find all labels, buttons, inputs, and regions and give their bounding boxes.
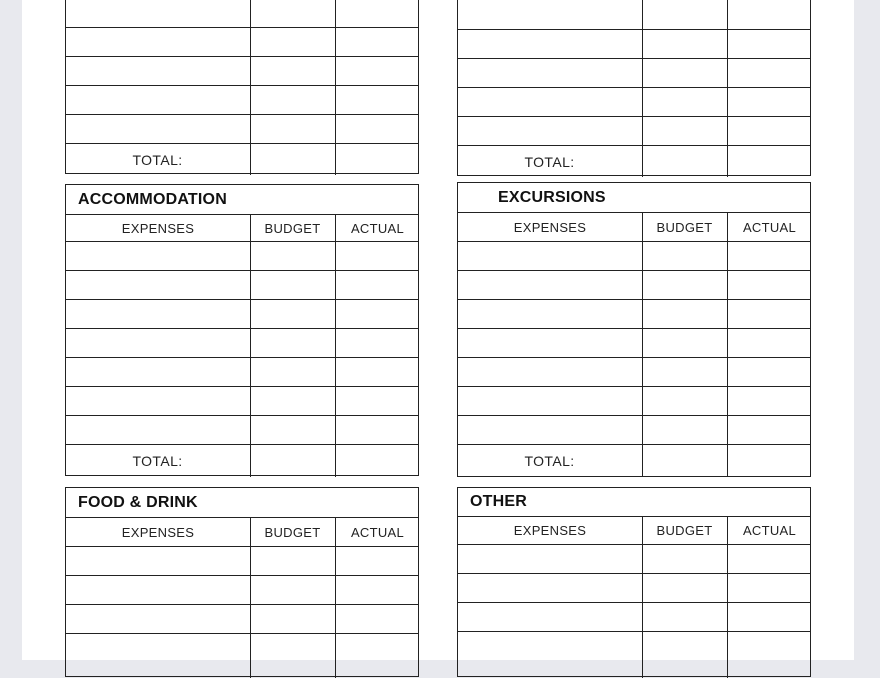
actual-cell[interactable] — [727, 117, 812, 145]
total-budget-cell[interactable] — [642, 445, 727, 477]
expense-cell[interactable] — [458, 117, 642, 145]
expense-row — [66, 547, 418, 576]
expense-row — [66, 387, 418, 416]
table-top-right — [457, 0, 811, 176]
header-budget: BUDGET — [264, 524, 321, 540]
budget-cell[interactable] — [250, 416, 335, 444]
budget-cell[interactable] — [250, 0, 335, 27]
header-budget: BUDGET — [656, 219, 713, 235]
total-row — [458, 445, 810, 477]
total-label: TOTAL: — [132, 453, 183, 469]
expense-row — [458, 271, 810, 300]
total-budget-cell[interactable] — [250, 144, 335, 175]
expense-row — [458, 574, 810, 603]
actual-cell[interactable] — [727, 632, 812, 678]
expense-cell[interactable] — [458, 387, 642, 415]
expense-cell[interactable] — [66, 0, 250, 27]
expense-cell[interactable] — [458, 242, 642, 270]
expense-cell[interactable] — [458, 88, 642, 116]
actual-cell[interactable] — [727, 358, 812, 386]
total-actual-cell[interactable] — [335, 445, 420, 477]
expense-cell[interactable] — [458, 271, 642, 299]
budget-cell[interactable] — [642, 632, 727, 678]
budget-cell[interactable] — [250, 547, 335, 575]
expense-row — [66, 271, 418, 300]
total-actual-cell[interactable] — [727, 445, 812, 477]
actual-cell[interactable] — [335, 242, 420, 270]
budget-cell[interactable] — [642, 358, 727, 386]
budget-cell[interactable] — [250, 576, 335, 604]
budget-cell[interactable] — [642, 242, 727, 270]
total-actual-cell[interactable] — [727, 146, 812, 177]
actual-cell[interactable] — [335, 387, 420, 415]
budget-cell[interactable] — [250, 358, 335, 386]
expense-cell[interactable] — [458, 358, 642, 386]
expense-row — [458, 300, 810, 329]
expense-cell[interactable] — [66, 28, 250, 56]
actual-cell[interactable] — [727, 574, 812, 602]
table-excursions — [457, 182, 811, 477]
actual-cell[interactable] — [335, 576, 420, 604]
budget-cell[interactable] — [250, 387, 335, 415]
section-title: OTHER — [470, 493, 527, 510]
total-actual-cell[interactable] — [335, 144, 420, 175]
expense-cell[interactable] — [458, 30, 642, 58]
header-budget: BUDGET — [656, 523, 713, 538]
budget-cell[interactable] — [642, 0, 727, 29]
budget-cell[interactable] — [250, 271, 335, 299]
expense-row — [66, 86, 418, 115]
expense-cell[interactable] — [66, 576, 250, 604]
actual-cell[interactable] — [727, 416, 812, 444]
expense-cell[interactable] — [458, 603, 642, 631]
budget-cell[interactable] — [642, 329, 727, 357]
actual-cell[interactable] — [335, 358, 420, 386]
expense-cell[interactable] — [458, 545, 642, 573]
budget-cell[interactable] — [250, 57, 335, 85]
actual-cell[interactable] — [727, 387, 812, 415]
section-title: EXCURSIONS — [498, 188, 606, 206]
total-label: TOTAL: — [524, 453, 575, 469]
actual-cell[interactable] — [335, 57, 420, 85]
budget-cell[interactable] — [642, 271, 727, 299]
budget-cell[interactable] — [642, 603, 727, 631]
expense-cell[interactable] — [458, 300, 642, 328]
actual-cell[interactable] — [335, 605, 420, 633]
budget-cell[interactable] — [642, 59, 727, 87]
expense-row — [458, 416, 810, 445]
expense-row — [66, 576, 418, 605]
header-actual: ACTUAL — [350, 524, 405, 540]
total-budget-cell[interactable] — [642, 146, 727, 177]
budget-cell[interactable] — [642, 30, 727, 58]
budget-cell[interactable] — [642, 88, 727, 116]
expense-row — [458, 88, 810, 117]
expense-cell[interactable] — [66, 242, 250, 270]
budget-cell[interactable] — [642, 117, 727, 145]
expense-row — [458, 545, 810, 574]
table-other — [457, 487, 811, 677]
expense-cell[interactable] — [66, 358, 250, 386]
total-row — [458, 146, 810, 177]
section-title: FOOD & DRINK — [78, 493, 198, 511]
expense-row — [458, 59, 810, 88]
actual-cell[interactable] — [335, 86, 420, 114]
expense-row — [458, 329, 810, 358]
expense-row — [66, 115, 418, 144]
expense-row — [66, 416, 418, 445]
column-header-row — [458, 213, 810, 242]
section-title-row — [66, 185, 418, 215]
expense-cell[interactable] — [66, 86, 250, 114]
column-header-row — [66, 518, 418, 547]
header-expenses: EXPENSES — [513, 219, 587, 235]
actual-cell[interactable] — [335, 329, 420, 357]
expense-row — [458, 358, 810, 387]
actual-cell[interactable] — [727, 59, 812, 87]
budget-cell[interactable] — [250, 115, 335, 143]
expense-row — [66, 634, 418, 678]
expense-cell[interactable] — [66, 416, 250, 444]
total-label: TOTAL: — [524, 153, 575, 170]
header-actual: ACTUAL — [742, 219, 797, 235]
section-title-row — [458, 183, 810, 213]
expense-row — [66, 28, 418, 57]
section-title-row — [66, 488, 418, 518]
column-header-row — [66, 215, 418, 242]
total-row — [66, 445, 418, 477]
budget-cell[interactable] — [250, 86, 335, 114]
expense-cell[interactable] — [458, 0, 642, 29]
expense-cell[interactable] — [66, 605, 250, 633]
section-title: ACCOMMODATION — [78, 190, 227, 208]
expense-row — [66, 242, 418, 271]
header-expenses: EXPENSES — [121, 220, 195, 236]
actual-cell[interactable] — [335, 28, 420, 56]
actual-cell[interactable] — [727, 30, 812, 58]
expense-cell[interactable] — [66, 547, 250, 575]
header-budget: BUDGET — [264, 220, 321, 236]
column-header-row — [458, 517, 810, 545]
expense-row — [66, 57, 418, 86]
actual-cell[interactable] — [335, 0, 420, 27]
budget-cell[interactable] — [250, 28, 335, 56]
expense-cell[interactable] — [66, 115, 250, 143]
actual-cell[interactable] — [335, 300, 420, 328]
actual-cell[interactable] — [727, 603, 812, 631]
actual-cell[interactable] — [727, 0, 812, 29]
expense-cell[interactable] — [458, 574, 642, 602]
actual-cell[interactable] — [727, 329, 812, 357]
expense-row — [458, 0, 810, 30]
actual-cell[interactable] — [335, 547, 420, 575]
table-top-left — [65, 0, 419, 174]
expense-row — [458, 117, 810, 146]
expense-cell[interactable] — [66, 329, 250, 357]
expense-row — [66, 329, 418, 358]
total-budget-cell[interactable] — [250, 445, 335, 477]
expense-cell[interactable] — [458, 329, 642, 357]
expense-cell[interactable] — [66, 300, 250, 328]
actual-cell[interactable] — [727, 545, 812, 573]
budget-cell[interactable] — [250, 605, 335, 633]
actual-cell[interactable] — [727, 242, 812, 270]
table-food-drink — [65, 487, 419, 677]
header-actual: ACTUAL — [350, 220, 405, 236]
expense-row — [66, 358, 418, 387]
expense-row — [458, 632, 810, 678]
total-row — [66, 144, 418, 175]
expense-row — [66, 605, 418, 634]
actual-cell[interactable] — [727, 300, 812, 328]
budget-cell[interactable] — [642, 416, 727, 444]
budget-cell[interactable] — [642, 545, 727, 573]
actual-cell[interactable] — [335, 271, 420, 299]
header-actual: ACTUAL — [742, 523, 797, 538]
expense-cell[interactable] — [66, 271, 250, 299]
budget-cell[interactable] — [642, 574, 727, 602]
header-expenses: EXPENSES — [513, 523, 587, 538]
budget-cell[interactable] — [250, 329, 335, 357]
actual-cell[interactable] — [335, 115, 420, 143]
budget-cell[interactable] — [250, 300, 335, 328]
expense-cell[interactable] — [458, 59, 642, 87]
budget-cell[interactable] — [250, 634, 335, 678]
total-label: TOTAL: — [132, 151, 183, 168]
budget-cell[interactable] — [642, 387, 727, 415]
expense-row — [66, 0, 418, 28]
actual-cell[interactable] — [727, 88, 812, 116]
expense-row — [458, 30, 810, 59]
expense-row — [458, 387, 810, 416]
section-title-row — [458, 488, 810, 517]
actual-cell[interactable] — [335, 416, 420, 444]
budget-cell[interactable] — [642, 300, 727, 328]
expense-row — [66, 300, 418, 329]
actual-cell[interactable] — [335, 634, 420, 678]
expense-cell[interactable] — [458, 632, 642, 678]
expense-cell[interactable] — [66, 387, 250, 415]
expense-cell[interactable] — [66, 634, 250, 678]
actual-cell[interactable] — [727, 271, 812, 299]
budget-cell[interactable] — [250, 242, 335, 270]
table-accommodation — [65, 184, 419, 476]
expense-cell[interactable] — [66, 57, 250, 85]
header-expenses: EXPENSES — [121, 524, 195, 540]
expense-row — [458, 242, 810, 271]
expense-cell[interactable] — [458, 416, 642, 444]
expense-row — [458, 603, 810, 632]
